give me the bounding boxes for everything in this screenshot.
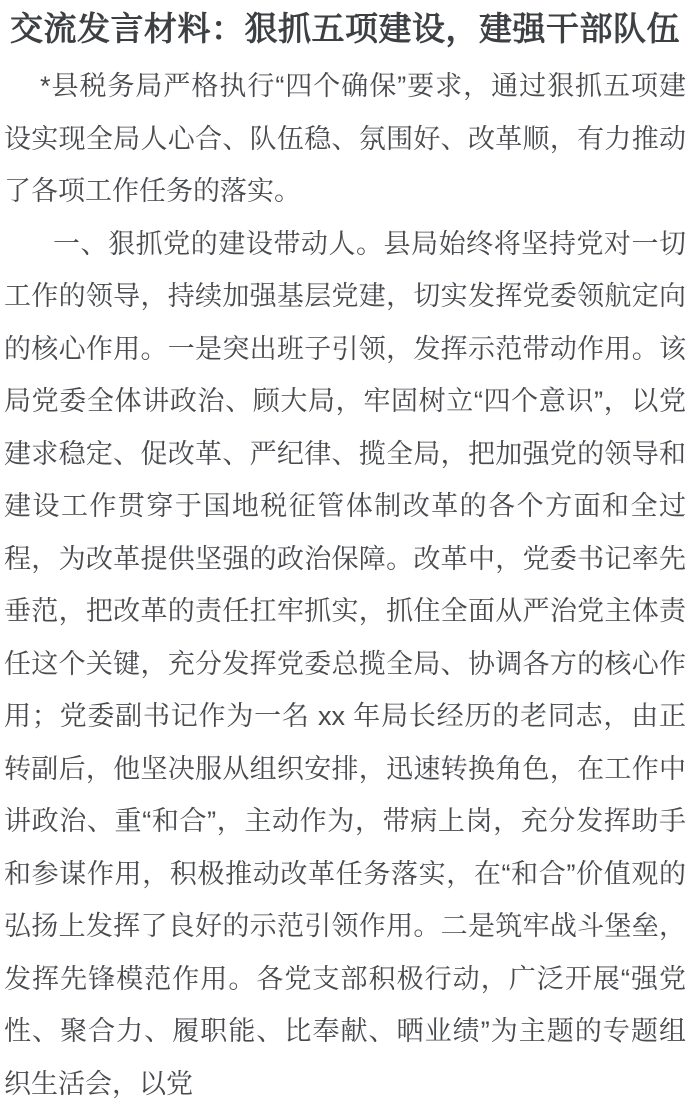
document-title: 交流发言材料：狠抓五项建设，建强干部队伍: [4, 4, 686, 53]
paragraph-intro: *县税务局严格执行“四个确保”要求，通过狠抓五项建设实现全局人心合、队伍稳、氛围好、改革顺，有力推动了各项工作任务的落实。: [4, 60, 686, 218]
paragraph-section-one: 一、狠抓党的建设带动人。县局始终将坚持党对一切工作的领导，持续加强基层党建，切实发挥党委领航定向的核心作用。一是突出班子引领，发挥示范带动作用。该局党委全体讲政治、顾大局，牢固树立“四个意识”，以党建求稳定、促改革、严纪律、揽全局，把加强党的领导和建设工作贯穿于国地税征管体制改革的各个方面和全过程，为改革提供坚强的政治保障。改革中，党委书记率先垂范，把改革的责任扛牢抓实，抓住全面从严治党主体责任这个关键，充分发挥党委总揽全局、协调各方的核心作用；党委副书记作为一名 xx 年局长经历的老同志，由正转副后，他坚决服从组织安排，迅速转换角色，在工作中讲政治、重“和合”，主动作为，带病上岗，充分发挥助手和参谋作用，积极推动改革任务落实，在“和合”价值观的弘扬上发挥了良好的示范引领作用。二是筑牢战斗堡垒，发挥先锋模范作用。各党支部积极行动，广泛开展“强党性、聚合力、履职能、比奉献、晒业绩”为主题的专题组织生活会，以党: [4, 218, 686, 1110]
